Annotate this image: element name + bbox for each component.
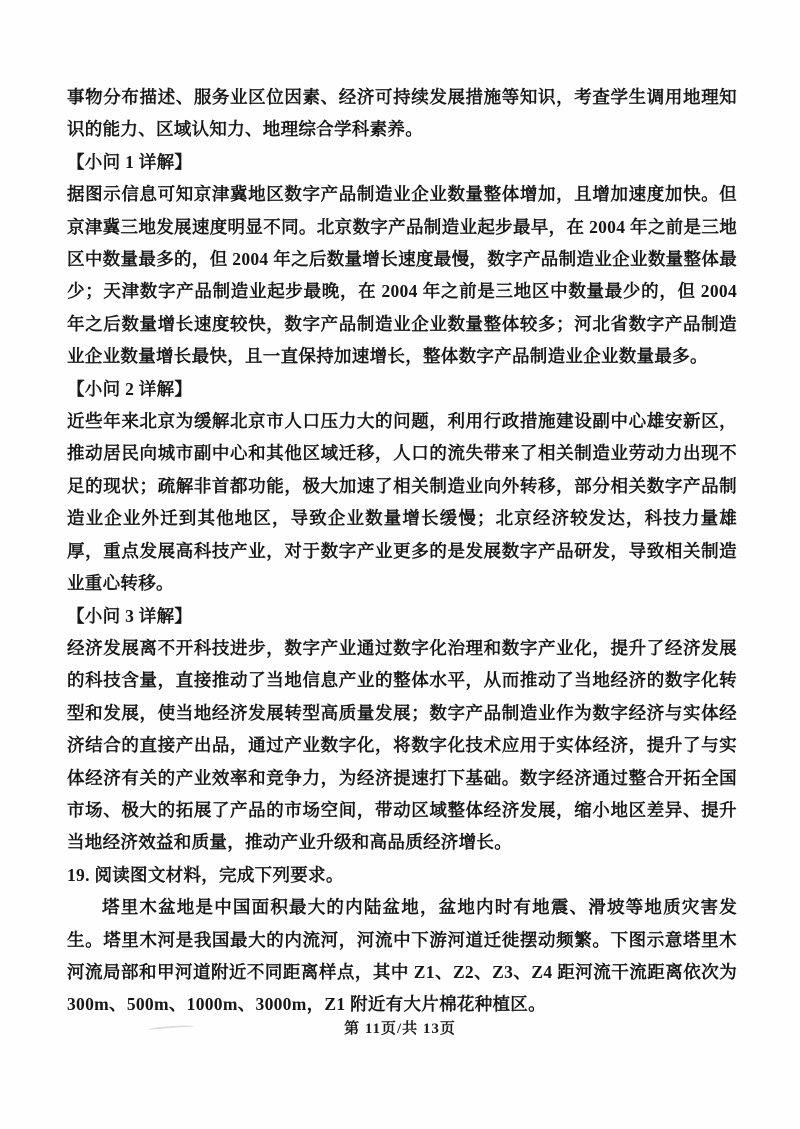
question-19-material: 塔里木盆地是中国面积最大的内陆盆地，盆地内时有地震、滑坡等地质灾害发生。塔里木河是我国最大的内流河，河流中下游河道迁徙摆动频繁。下图示意塔里木河流局部和甲河道附近不同距离样点，其中 Z1、Z2、Z3、Z4 距河流干流距离依次为 300m、500m、1000m、3000m，Z1 附近有大片棉花种植区。 xyxy=(67,897,737,1015)
document-text-block xyxy=(67,81,737,1021)
question-19-stem: 19. 阅读图文材料，完成下列要求。 xyxy=(67,864,344,885)
paragraph-answer-subq1: 据图示信息可知京津冀地区数字产品制造业企业数量整体增加，且增加速度加快。但京津冀三地发展速度明显不同。北京数字产品制造业起步最早，在 2004 年之前是三地区中数量最多的，但 2004 年之后数量增长速度最慢，数字产品制造业企业数量整体最少；天津数字产品制造业起步最晚，在 2004 年之前是三地区中数量最少的，但 2004 年之后数量增长速度较快，数字产品制造业企业数量整体较多；河北省数字产品制造业企业数量增长最快，且一直保持加速增长，整体数字产品制造业企业数量最多。 xyxy=(67,184,737,367)
paragraph-answer-subq3: 经济发展离不开科技进步，数字产业通过数字化治理和数字产业化，提升了经济发展的科技含量，直接推动了当地信息产业的整体水平，从而推动了当地经济的数字化转型和发展，使当地经济发展转型高质量发展；数字产品制造业作为数字经济与实体经济结合的直接产出品，通过产业数字化，将数字化技术应用于实体经济，提升了与实体经济有关的产业效率和竞争力，为经济提速打下基础。数字经济通过整合开拓全国市场、极大的拓展了产品的市场空间，带动区域整体经济发展，缩小地区差异、提升当地经济效益和质量，推动产业升级和高品质经济增长。 xyxy=(67,637,737,853)
paragraph-answer-subq2: 近些年来北京为缓解北京市人口压力大的问题，利用行政措施建设副中心雄安新区，推动居民向城市副中心和其他区域迁移，人口的流失带来了相关制造业劳动力出现不足的现状；疏解非首都功能，极大加速了相关制造业向外转移，部分相关数字产品制造业企业外迁到其他地区，导致企业数量增长缓慢；北京经济较发达，科技力量雄厚，重点发展高科技产业，对于数字产业更多的是发展数字产品研发，导致相关制造业重心转移。 xyxy=(67,411,737,594)
heading-subquestion-3: 【小问 3 详解】 xyxy=(67,605,193,626)
heading-subquestion-2: 【小问 2 详解】 xyxy=(67,378,193,399)
paragraph-answer-overview: 事物分布描述、服务业区位因素、经济可持续发展措施等知识，考查学生调用地理知识的能力、区域认知力、地理综合学科素养。 xyxy=(67,87,737,140)
heading-subquestion-1: 【小问 1 详解】 xyxy=(67,151,193,172)
page-number-footer: 第 11页/共 13页 xyxy=(344,1021,456,1037)
